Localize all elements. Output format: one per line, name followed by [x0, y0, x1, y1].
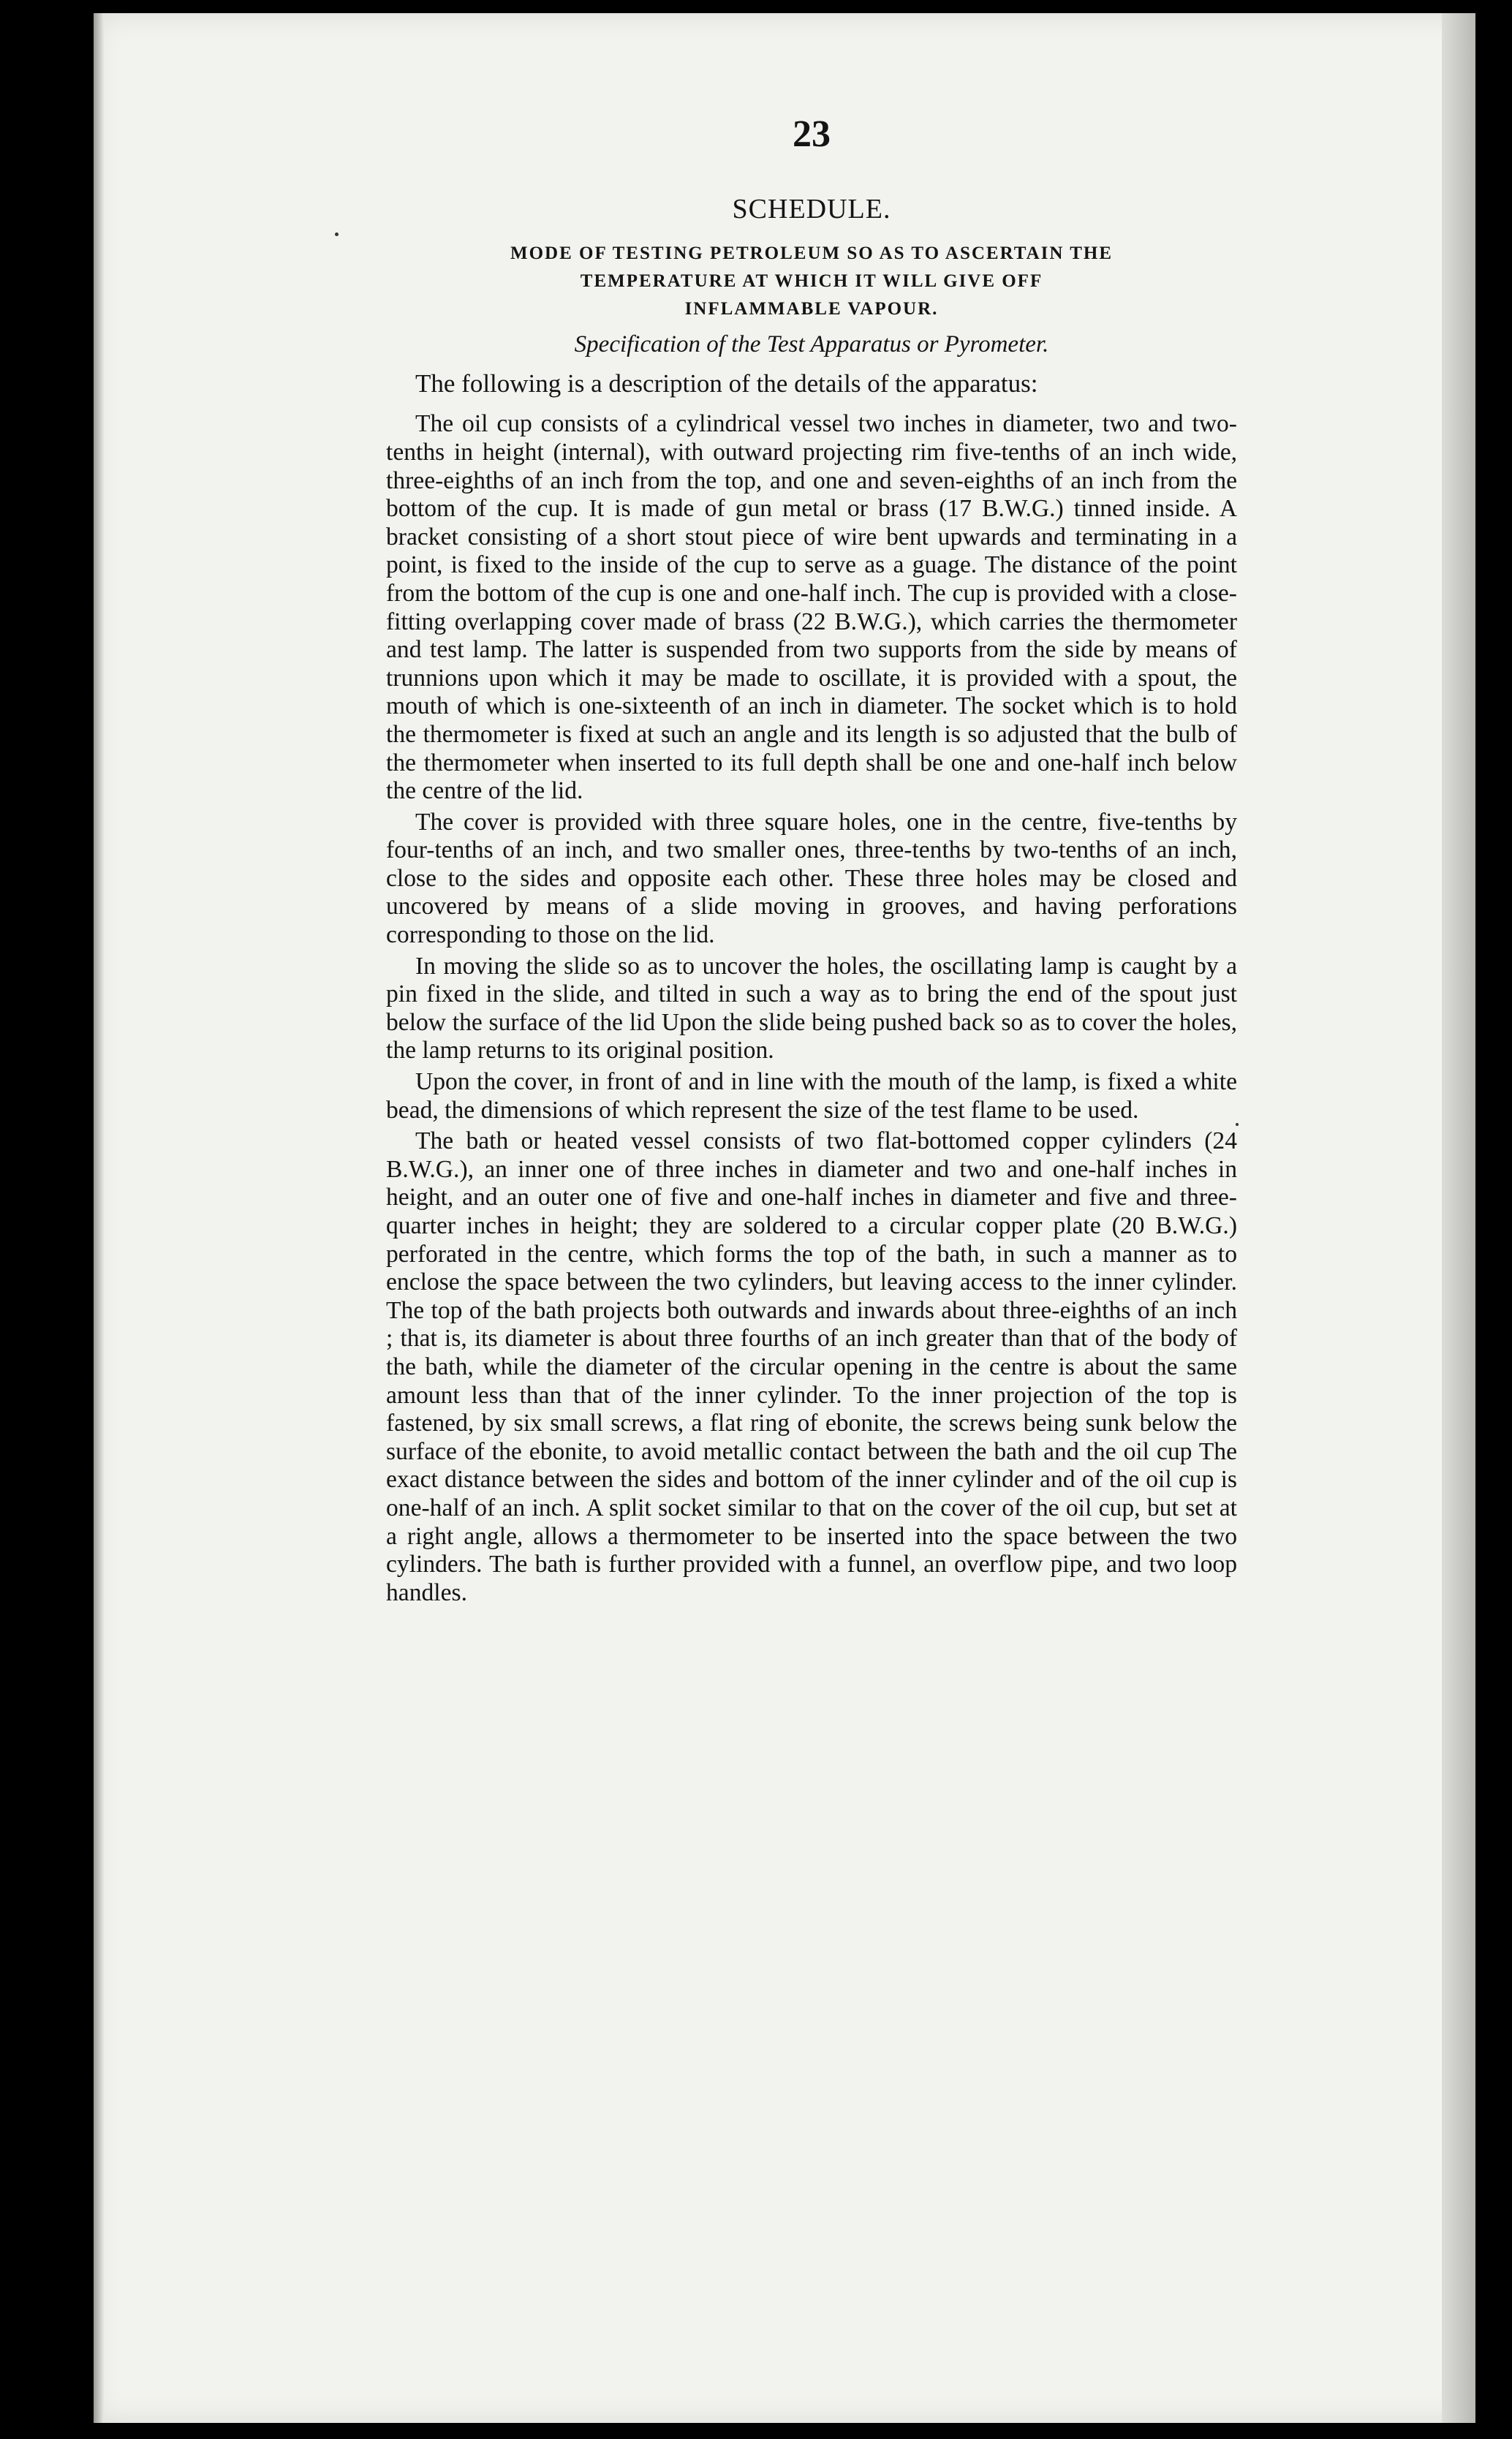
paragraph-cover: The cover is provided with three square holes, one in the centre, five-tenths by four-tenths of an inch, and two smaller ones, three-tenths by two-tenths of an inch, close to the sides and opposite each other. These three holes may be closed and uncovered by means of a slide moving in grooves, and having perforations corresponding to those on the lid. [386, 808, 1237, 949]
mode-of-testing-subheading [386, 240, 1237, 323]
subheading-line: TEMPERATURE AT WHICH IT WILL GIVE OFF [580, 271, 1043, 291]
document-page [94, 13, 1475, 2423]
subheading-line: INFLAMMABLE VAPOUR. [684, 298, 939, 319]
paragraph-bath: The bath or heated vessel consists of two flat-bottomed copper cylinders (24 B.W.G.), an inner one of three inches in diameter and two and one-half inches in height, and an outer one of five and one-half inches in diameter and five and three-quarter inches in height; they are soldered to a circular copper plate (20 B.W.G.) perforated in the centre, which forms the top of the bath, in such a manner as to enclose the space between the two cylinders, but leaving access to the inner cylinder. The top of the bath projects both outwards and inwards about three-eighths of an inch ; that is, its diameter is about three fourths of an inch greater than that of the body of the bath, while the diameter of the circular opening in the centre is about the same amount less than that of the inner cylinder. To the inner projection of the top is fastened, by six small screws, a flat ring of ebonite, the screws being sunk below the surface of the ebonite, to avoid metallic contact between the bath and the oil cup The exact distance between the sides and bottom of the inner cylinder and of the oil cup is one-half of an inch. A split socket similar to that on the cover of the oil cup, but set at a right angle, allows a thermometer to be inserted into the space between the two cylinders. The bath is further provided with a funnel, an overflow pipe, and two loop handles. [386, 1127, 1237, 1606]
page-text [386, 113, 1237, 1610]
page-number: 23 [793, 113, 831, 155]
specification-title: Specification of the Test Apparatus or Pyrometer. [574, 330, 1049, 358]
print-speck [335, 232, 339, 236]
paragraph-bead: Upon the cover, in front of and in line with the mouth of the lamp, is fixed a white bead, the dimensions of which represent the size of the test flame to be used. [386, 1068, 1237, 1124]
schedule-heading: SCHEDULE. [732, 194, 891, 224]
page-fold-shadow [94, 13, 104, 2423]
paragraph-oil-cup: The oil cup consists of a cylindrical vessel two inches in diameter, two and two-tenths in height (internal), with outward projecting rim five-tenths of an inch wide, three-eighths of an inch from the top, and one and seven-eighths of an inch from the bottom of the cup. It is made of gun metal or brass (17 B.W.G.) tinned inside. A bracket consisting of a short stout piece of wire bent upwards and terminating in a point, is fixed to the inside of the cup to serve as a guage. The distance of the point from the bottom of the cup is one and one-half inch. The cup is provided with a close-fitting overlapping cover made of brass (22 B.W.G.), which carries the thermometer and test lamp. The latter is suspended from two supports from the side by means of trunnions upon which it may be made to oscillate, it is provided with a spout, the mouth of which is one-sixteenth of an inch in diameter. The socket which is to hold the thermometer is fixed at such an angle and its length is so adjusted that the bulb of the thermometer when inserted to its full depth shall be one and one-half inch below the centre of the lid. [386, 410, 1237, 805]
page-edge-shadow [1442, 13, 1475, 2423]
paragraph-slide: In moving the slide so as to uncover the holes, the oscillating lamp is caught by a pin fixed in the slide, and tilted in such a way as to bring the end of the spout just below the surface of the lid Upon the slide being pushed back so as to cover the holes, the lamp returns to its original position. [386, 952, 1237, 1065]
subheading-line: MODE OF TESTING PETROLEUM SO AS TO ASCERTAIN THE [510, 243, 1113, 263]
paragraph-intro: The following is a description of the details of the apparatus: [415, 369, 1038, 398]
